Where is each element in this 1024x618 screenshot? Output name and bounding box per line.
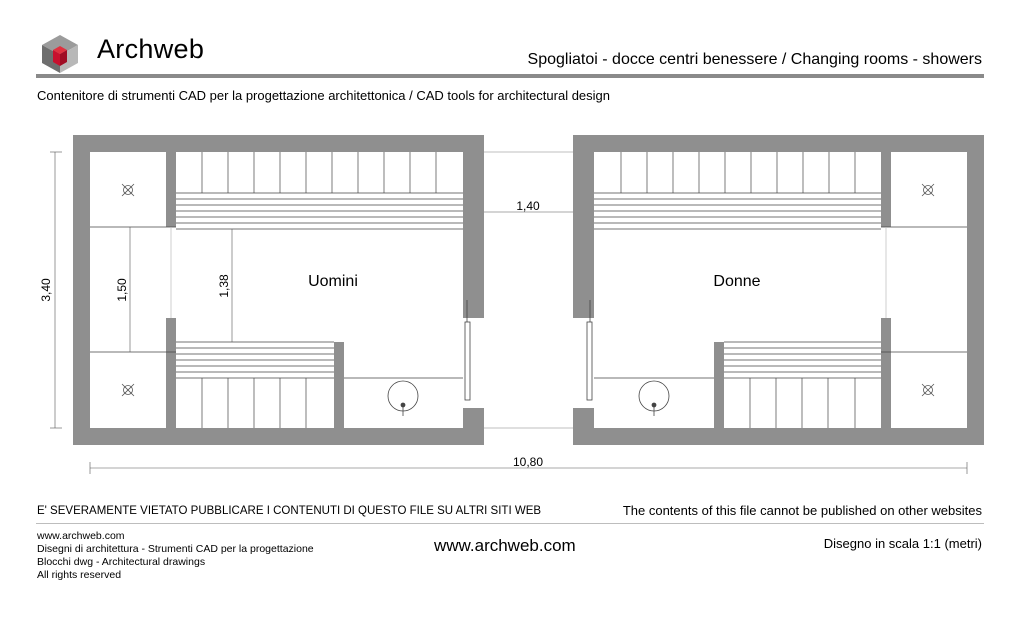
dim-shower: 1,50 [115,278,129,302]
drain-left-top-icon [122,184,134,196]
sink-right-icon [639,381,669,416]
bench-right-top [594,152,881,229]
walls-right [573,135,984,445]
footer-line-2: Disegni di architettura - Strumenti CAD per la progettazione [37,543,314,555]
drawing-subtitle: Contenitore di strumenti CAD per la progettazione architettonica / CAD tools for architectural design [37,88,611,103]
dim-width-total-label: 10,80 [512,455,544,469]
footer-line-1: www.archweb.com [37,530,125,542]
room-label-right: Donne [713,273,761,290]
dim-height-total: 3,40 [39,278,53,302]
dim-bench: 1,38 [217,274,231,298]
bench-left-top [176,152,463,229]
drawing-title: Spogliatoi - docce centri benessere / Changing rooms - showers [527,51,982,68]
footer-divider [36,523,984,524]
drain-right-top-icon [922,184,934,196]
footer-url[interactable]: www.archweb.com [434,536,576,555]
drain-left-bottom-icon [122,384,134,396]
bench-right-bottom [594,342,881,428]
footer-line-4: All rights reserved [37,569,122,581]
brand-name: Archweb [97,34,205,64]
dim-corridor: 1,40 [516,199,540,213]
footer-line-3: Blocchi dwg - Architectural drawings [37,556,206,568]
walls-left [73,135,484,445]
room-label-left: Uomini [308,273,358,290]
bench-left-bottom [176,342,463,428]
drain-right-bottom-icon [922,384,934,396]
sink-left-icon [388,381,418,416]
warning-english: The contents of this file cannot be published on other websites [622,503,982,518]
warning-italian: E' SEVERAMENTE VIETATO PUBBLICARE I CONTENUTI DI QUESTO FILE SU ALTRI SITI WEB [37,505,542,517]
drawing-scale: Disegno in scala 1:1 (metri) [823,536,982,551]
